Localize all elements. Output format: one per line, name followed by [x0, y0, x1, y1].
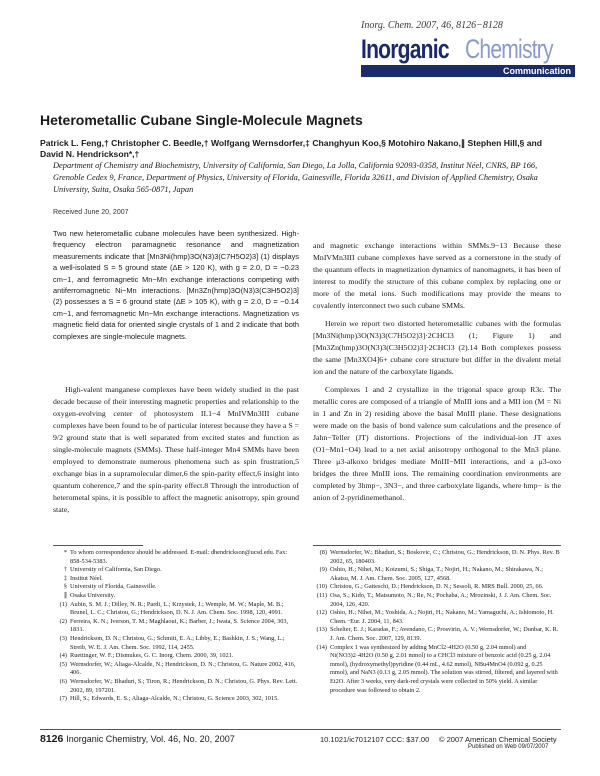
reference: (7) Hill, S.; Edwards, E. S.; Aliaga-Alcalde, N.; Christou, G. Science 2003, 302, 1015. — [59, 695, 279, 703]
abstract: Two new heterometallic cubane molecules have been synthesized. High-frequency electron paramagnetic resonance and magnetization measurements indicate that [Mn3Ni(hmp)3O(N3)3(C7H5O2)3] (1) displays a well-isolated S = 5 ground state (ΔE > 120 K), with g = 2.0, D = −0.23 cm−1, and ferromagnetic Mn−Mn exchange interactions competing with antiferromagnetic Ni−Mn interactions. [Mn3Zn(hmp)3O(N3)3(C3H5O2)3] (2) possesses a S = 6 ground state (ΔE > 105 K), with g = 2.0, D = −0.14 cm−1, and ferromagnetic Mn−Mn exchange interactions. Magnetization vs magnetic field data for oriented single crystals of 1 and 2 indicate that both complexes are single-molecule magnets. — [53, 229, 299, 341]
footnote-rule — [53, 545, 143, 546]
logo-section-label: Communication — [502, 66, 571, 76]
reference: (13) Schelter, E. J.; Karadas, F.; Avendano, C.; Prosvirin, A. V.; Wernsdorfer, W.; Dunbar, K. R. J. Am. Chem. Soc. 2007, 129, 8139. — [316, 626, 559, 642]
reference: (1) Aubin, S. M. J.; Dilley, N. R.; Pardi, L.; Krzystek, J.; Wemple, M. W.; Maple, M. B.; Brunel, L. C.; Christou, G.; Hendrickson, D. N. J. Am. Chem. Soc. 1998, 120, 4991. — [59, 600, 284, 617]
reference: (9) Oshio, H.; Nihei, M.; Koizumi, S.; Shiga, T.; Nojiri, H.; Nakano, M.; Shirakawa, N.; Akatsu, M. J. Am. Chem. Soc. 2005, 127, 4568. — [319, 566, 543, 582]
reference: (10) Christou, G.; Gatteschi, D.; Hendrickson, D. N.; Sessoli, R. MRS Bull. 2000, 25, 66. — [316, 583, 544, 591]
received-date: Received June 20, 2007 — [53, 209, 129, 216]
copyright: © 2007 American Chemical Society — [439, 735, 557, 744]
footnotes-left — [53, 549, 299, 704]
paragraph: Herein we report two distorted heterometallic cubanes with the formulas [Mn3Ni(hmp)3O(N3)3(C7H5O2)3]·2CHCl3 (1; Figure 1) and [Mn3Zn(hmp)3O(N3)3(C3H5O2)3]·2CHCl3 (2).14 Both complexes possess the same [Mn3XO4]6+ cubane core structure but differ in the divalent metal ion and the nature of the carboxylate ligands. — [313, 319, 561, 376]
reference: (5) Wernsdorfer, W.; Aliaga-Alcalde, N.; Hendrickson, D. N.; Christou, G. Nature 2002, 416, 406. — [59, 660, 296, 677]
reference: (11) Osa, S.; Kido, T.; Matsumoto, N.; Re, N.; Pochaba, A.; Mrozinski, J. J. Am. Chem. Soc. 2004, 126, 420. — [316, 591, 552, 608]
reference: (12) Oshio, H.; Nihei, M.; Yoshida, A.; Nojiri, H.; Nakano, M.; Yamaguchi, A.; Ishiomoto, H. Chem.−Eur. J. 2004, 11, 843. — [316, 609, 554, 625]
paragraph: Complexes 1 and 2 crystallize in the trigonal space group R3c. The metallic cores are composed of a triangle of MnIII ions and a MII ion (M = Ni in 1 and Zn in 2) residing above the basal MnIII plane. These designations were made on the basis of bond valence sum calculations and the presence of Jahn−Teller (JT) distortions. Projections of the individual-ion JT axes (O1−Mn1−O4) lead to a net axial anisotropy orthogonal to the Mn3 plane. Three μ3-alkoxo bridges mediate MnIII−MII interactions, and a μ3-oxo bridges the three MnIII ions. The remaining coordination environments are completed by 3hmp−, 3N3−, and three carboxylate ligands, where hmp− is the anion of 2-pyridinemethanol. — [313, 385, 561, 502]
body-text-left: High-valent manganese complexes have been widely studied in the past decade because of their interesting magnetic properties and relationship to the oxygen-evolving center of photosystem II.1−4 MnIVMn3III cubane complexes have been found to be of particular interest because they have a S = 9/2 ground state that is well separated from excited states and function as single-molecule magnets (SMMs). These half-integer Mn4 SMMs have been employed to demonstrate numerous phenomena such as spin frustration,5 exchange bias in a supramolecular dimer,6 the spin-parity effect,6 insight into quantum coherence,7 and the spin-parity effect.8 Through the introduction of heterometal spins, it is possible to affect the magnetic anisotropy, spin ground state, — [53, 385, 300, 514]
page-number: 8126 — [40, 733, 64, 745]
reference: (3) Hendrickson, D. N.; Christou, G.; Schmitt, E. A.; Libby, E.; Bashkin, J. S.; Wang, L.; Streib, W. E. J. Am. Chem. Soc. 1992, 114, 2455. — [59, 634, 285, 651]
journal-logo — [361, 34, 575, 80]
paragraph: and magnetic exchange interactions within SMMs.9−13 Because these MnIVMn3III cubane complexes have served as a cornerstone in the study of the quantum effects in magnetization dynamics of nanomagnets, it has been of interest to modify the structure of this cubane complex by replacing one or more of the metal ions. Such modifications may provide the means to covalently interconnect two such cubane SMMs. — [313, 241, 561, 310]
reference: (6) Wernsdorfer, W.; Bhaduri, S.; Tiron, R.; Hendrickson, D. N.; Christou, G. Phys. Rev. Lett. 2002, 89, 197201. — [59, 677, 298, 694]
journal-citation: Inorg. Chem. 2007, 46, 8126−8128 — [361, 20, 503, 31]
page-footer — [40, 733, 235, 745]
logo-word-chemistry: Chemistry — [465, 34, 553, 64]
body-text-right — [313, 240, 561, 510]
publication-date: Published on Web 09/07/2007 — [468, 744, 549, 750]
logo-word-inorganic: Inorganic — [361, 34, 449, 64]
reference: (8) Wernsdorfer, W.; Bhaduri, S.; Boskovic, C.; Christou, G.; Hendrickson, D. N. Phys. Rev. B 2002, 65, 180403. — [319, 549, 560, 565]
footnote: ∥ Osaka University. — [63, 591, 116, 599]
doi: 10.1021/ic7012107 CCC: $37.00 — [320, 735, 430, 744]
references-right — [313, 549, 561, 695]
reference: (2) Ferreira, K. N.; Iverson, T. M.; Maghlaoui, K.; Barber, J.; Iwata, S. Science 2004, 303, 1831. — [59, 617, 289, 634]
references-rule — [313, 545, 561, 546]
footnote: ‡ Institut Néel. — [63, 574, 103, 582]
reference: (4) Ruettinger, W. F.; Dismukes, G. C. Inorg. Chem. 2000, 39, 1021. — [59, 652, 234, 660]
journal-volume: Inorganic Chemistry, Vol. 46, No. 20, 2007 — [66, 734, 235, 744]
author-list: Patrick L. Feng,† Christopher C. Beedle,† Wolfgang Wernsdorfer,‡ Changhyun Koo,§ Motohiro Nakano,∥ Stephen Hill,§ and David N. Hendrickson*,† — [40, 138, 543, 159]
affiliation: Department of Chemistry and Biochemistry, University of California, San Diego, La Jolla, California 92093-0358, Institut Néel, CNRS, BP 166, Grenoble Cedex 9, France, Department of Physics, University of Florida, Gainesville, Florida 32611, and Division of Applied Chemistry, Osaka University, Suita, Osaka 565-0871, Japan — [53, 161, 538, 194]
footnote: § University of Florida, Gainesville. — [63, 583, 157, 591]
footer-rule — [40, 729, 561, 730]
footnote: * To whom correspondence should be addressed. E-mail: dhendrickson@ucsd.edu. Fax: 858-534-5383. — [63, 549, 288, 565]
footnote: † University of California, San Diego. — [63, 566, 162, 574]
reference: (14) Complex 1 was synthesized by adding MnCl2·4H2O (0.50 g, 2.04 mmol) and Ni(NO3)2·4H2O (0.50 g, 2.01 mmol) to a CHCl3 mixture of benzoic acid (0.25 g, 2.04 mmol), (hydroxymethyl)pyridine (0.44 mL, 4.62 mmol), NBu4MnO4 (0.092 g, 0.25 mmol), and NaN3 (0.13 g, 2.05 mmol). The solution was stirred, filtered, and layered with Et2O. After 3 weeks, very dark-red crystals were collected in 50% yield. A similar procedure was followed to obtain 2. — [316, 643, 558, 694]
article-title: Heterometallic Cubane Single-Molecule Magnets — [40, 112, 363, 128]
